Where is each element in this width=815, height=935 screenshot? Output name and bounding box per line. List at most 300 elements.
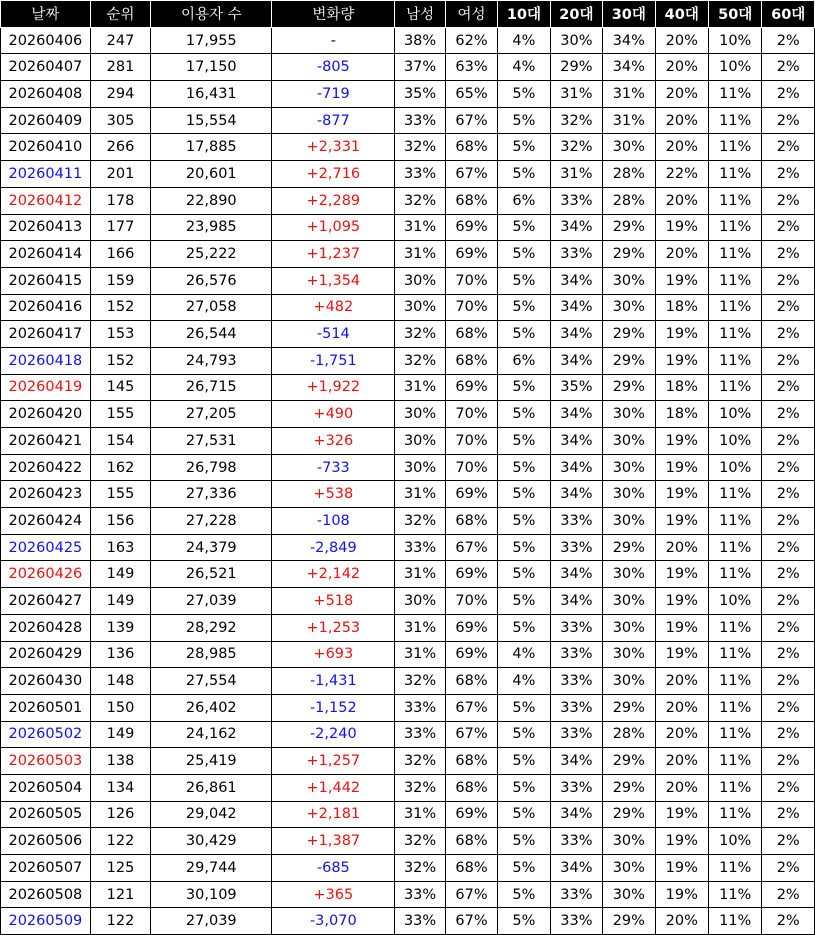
users-cell: 17,955 — [151, 27, 272, 54]
female-pct-cell: 69% — [445, 241, 497, 268]
age60-cell: 2% — [762, 508, 815, 535]
rank-cell: 201 — [90, 161, 151, 188]
users-cell: 25,419 — [151, 748, 272, 775]
female-pct-cell: 69% — [445, 801, 497, 828]
date-cell: 20260417 — [1, 321, 91, 348]
rank-cell: 134 — [90, 774, 151, 801]
age10-cell: 5% — [498, 481, 550, 508]
male-pct-cell: 32% — [395, 321, 445, 348]
rank-cell: 121 — [90, 881, 151, 908]
age40-cell: 18% — [655, 401, 708, 428]
age30-cell: 30% — [603, 668, 655, 695]
users-cell: 24,793 — [151, 347, 272, 374]
age40-cell: 19% — [655, 481, 708, 508]
age20-cell: 33% — [550, 614, 602, 641]
header-age-50: 50대 — [708, 1, 761, 28]
date-cell: 20260412 — [1, 187, 91, 214]
male-pct-cell: 33% — [395, 694, 445, 721]
table-row — [1, 774, 815, 801]
date-cell: 20260407 — [1, 54, 91, 81]
change-cell: -1,431 — [272, 668, 395, 695]
rank-cell: 138 — [90, 748, 151, 775]
age20-cell: 31% — [550, 81, 602, 108]
age40-cell: 19% — [655, 801, 708, 828]
users-cell: 26,544 — [151, 321, 272, 348]
age50-cell: 11% — [708, 668, 761, 695]
change-cell: -877 — [272, 107, 395, 134]
age50-cell: 11% — [708, 694, 761, 721]
age30-cell: 28% — [603, 187, 655, 214]
female-pct-cell: 63% — [445, 54, 497, 81]
rank-cell: 149 — [90, 588, 151, 615]
age10-cell: 5% — [498, 748, 550, 775]
age30-cell: 28% — [603, 161, 655, 188]
table-row — [1, 508, 815, 535]
rank-cell: 122 — [90, 828, 151, 855]
age30-cell: 29% — [603, 694, 655, 721]
date-cell: 20260502 — [1, 721, 91, 748]
age30-cell: 30% — [603, 401, 655, 428]
male-pct-cell: 32% — [395, 508, 445, 535]
age20-cell: 35% — [550, 374, 602, 401]
female-pct-cell: 65% — [445, 81, 497, 108]
change-cell: -2,240 — [272, 721, 395, 748]
age30-cell: 30% — [603, 828, 655, 855]
age50-cell: 11% — [708, 774, 761, 801]
age30-cell: 29% — [603, 908, 655, 935]
age10-cell: 5% — [498, 534, 550, 561]
age40-cell: 19% — [655, 881, 708, 908]
table-row — [1, 828, 815, 855]
male-pct-cell: 32% — [395, 828, 445, 855]
rank-cell: 149 — [90, 721, 151, 748]
change-cell: -733 — [272, 454, 395, 481]
age20-cell: 33% — [550, 828, 602, 855]
age10-cell: 5% — [498, 588, 550, 615]
age50-cell: 11% — [708, 214, 761, 241]
rank-cell: 126 — [90, 801, 151, 828]
male-pct-cell: 31% — [395, 481, 445, 508]
female-pct-cell: 67% — [445, 881, 497, 908]
age10-cell: 5% — [498, 881, 550, 908]
age30-cell: 30% — [603, 294, 655, 321]
age60-cell: 2% — [762, 855, 815, 882]
age60-cell: 2% — [762, 481, 815, 508]
age10-cell: 4% — [498, 641, 550, 668]
date-cell: 20260506 — [1, 828, 91, 855]
table-row — [1, 534, 815, 561]
female-pct-cell: 69% — [445, 614, 497, 641]
date-cell: 20260420 — [1, 401, 91, 428]
header-male: 남성 — [395, 1, 445, 28]
users-cell: 26,402 — [151, 694, 272, 721]
age10-cell: 5% — [498, 401, 550, 428]
age10-cell: 5% — [498, 294, 550, 321]
change-cell: +1,253 — [272, 614, 395, 641]
age50-cell: 11% — [708, 267, 761, 294]
age30-cell: 30% — [603, 481, 655, 508]
table-row — [1, 721, 815, 748]
male-pct-cell: 31% — [395, 641, 445, 668]
rank-cell: 178 — [90, 187, 151, 214]
table-row — [1, 668, 815, 695]
users-cell: 22,890 — [151, 187, 272, 214]
table-row — [1, 641, 815, 668]
age60-cell: 2% — [762, 81, 815, 108]
date-cell: 20260415 — [1, 267, 91, 294]
age40-cell: 19% — [655, 428, 708, 455]
change-cell: -719 — [272, 81, 395, 108]
change-cell: +2,331 — [272, 134, 395, 161]
date-cell: 20260503 — [1, 748, 91, 775]
age30-cell: 30% — [603, 881, 655, 908]
age60-cell: 2% — [762, 27, 815, 54]
age40-cell: 19% — [655, 588, 708, 615]
age10-cell: 5% — [498, 214, 550, 241]
age60-cell: 2% — [762, 881, 815, 908]
users-cell: 26,861 — [151, 774, 272, 801]
users-cell: 26,521 — [151, 561, 272, 588]
age50-cell: 11% — [708, 107, 761, 134]
age30-cell: 30% — [603, 454, 655, 481]
users-cell: 30,429 — [151, 828, 272, 855]
age60-cell: 2% — [762, 721, 815, 748]
male-pct-cell: 30% — [395, 588, 445, 615]
rank-cell: 294 — [90, 81, 151, 108]
users-cell: 26,798 — [151, 454, 272, 481]
rank-cell: 305 — [90, 107, 151, 134]
age40-cell: 20% — [655, 54, 708, 81]
age40-cell: 19% — [655, 454, 708, 481]
rank-cell: 152 — [90, 347, 151, 374]
female-pct-cell: 67% — [445, 908, 497, 935]
age30-cell: 29% — [603, 347, 655, 374]
change-cell: -1,751 — [272, 347, 395, 374]
table-row — [1, 855, 815, 882]
age40-cell: 19% — [655, 641, 708, 668]
age10-cell: 5% — [498, 828, 550, 855]
users-cell: 27,039 — [151, 588, 272, 615]
users-cell: 27,039 — [151, 908, 272, 935]
age40-cell: 22% — [655, 161, 708, 188]
date-cell: 20260507 — [1, 855, 91, 882]
date-cell: 20260418 — [1, 347, 91, 374]
users-cell: 27,205 — [151, 401, 272, 428]
date-cell: 20260423 — [1, 481, 91, 508]
male-pct-cell: 31% — [395, 801, 445, 828]
female-pct-cell: 62% — [445, 27, 497, 54]
table-row — [1, 881, 815, 908]
age60-cell: 2% — [762, 161, 815, 188]
table-row — [1, 241, 815, 268]
age50-cell: 11% — [708, 614, 761, 641]
age20-cell: 34% — [550, 267, 602, 294]
rank-cell: 149 — [90, 561, 151, 588]
change-cell: +482 — [272, 294, 395, 321]
users-cell: 23,985 — [151, 214, 272, 241]
change-cell: -108 — [272, 508, 395, 535]
female-pct-cell: 68% — [445, 508, 497, 535]
age10-cell: 5% — [498, 81, 550, 108]
date-cell: 20260411 — [1, 161, 91, 188]
rank-cell: 154 — [90, 428, 151, 455]
age20-cell: 34% — [550, 321, 602, 348]
users-cell: 16,431 — [151, 81, 272, 108]
users-cell: 15,554 — [151, 107, 272, 134]
female-pct-cell: 67% — [445, 721, 497, 748]
table-row — [1, 374, 815, 401]
users-cell: 27,228 — [151, 508, 272, 535]
female-pct-cell: 67% — [445, 161, 497, 188]
age60-cell: 2% — [762, 214, 815, 241]
rank-cell: 152 — [90, 294, 151, 321]
male-pct-cell: 33% — [395, 161, 445, 188]
age10-cell: 5% — [498, 508, 550, 535]
table-row — [1, 214, 815, 241]
header-users: 이용자 수 — [151, 1, 272, 28]
date-cell: 20260508 — [1, 881, 91, 908]
age20-cell: 33% — [550, 641, 602, 668]
header-age-40: 40대 — [655, 1, 708, 28]
male-pct-cell: 31% — [395, 241, 445, 268]
male-pct-cell: 33% — [395, 107, 445, 134]
age50-cell: 11% — [708, 187, 761, 214]
age10-cell: 5% — [498, 107, 550, 134]
date-cell: 20260409 — [1, 107, 91, 134]
table-body — [1, 27, 815, 934]
table-row — [1, 81, 815, 108]
age20-cell: 34% — [550, 588, 602, 615]
age60-cell: 2% — [762, 428, 815, 455]
female-pct-cell: 68% — [445, 668, 497, 695]
age50-cell: 11% — [708, 374, 761, 401]
age60-cell: 2% — [762, 908, 815, 935]
table-row — [1, 428, 815, 455]
age50-cell: 11% — [708, 801, 761, 828]
change-cell: +326 — [272, 428, 395, 455]
age50-cell: 11% — [708, 641, 761, 668]
age60-cell: 2% — [762, 561, 815, 588]
age40-cell: 20% — [655, 534, 708, 561]
table-row — [1, 454, 815, 481]
age40-cell: 19% — [655, 614, 708, 641]
date-cell: 20260406 — [1, 27, 91, 54]
male-pct-cell: 30% — [395, 267, 445, 294]
age50-cell: 11% — [708, 721, 761, 748]
header-rank: 순위 — [90, 1, 151, 28]
change-cell: -805 — [272, 54, 395, 81]
change-cell: +1,442 — [272, 774, 395, 801]
header-row — [1, 1, 815, 28]
male-pct-cell: 33% — [395, 721, 445, 748]
female-pct-cell: 70% — [445, 401, 497, 428]
male-pct-cell: 30% — [395, 428, 445, 455]
age60-cell: 2% — [762, 187, 815, 214]
age50-cell: 11% — [708, 294, 761, 321]
table-row — [1, 54, 815, 81]
age50-cell: 11% — [708, 321, 761, 348]
male-pct-cell: 32% — [395, 347, 445, 374]
male-pct-cell: 32% — [395, 187, 445, 214]
users-cell: 29,042 — [151, 801, 272, 828]
male-pct-cell: 33% — [395, 908, 445, 935]
age60-cell: 2% — [762, 828, 815, 855]
rank-cell: 159 — [90, 267, 151, 294]
age10-cell: 5% — [498, 267, 550, 294]
age50-cell: 10% — [708, 428, 761, 455]
age10-cell: 5% — [498, 908, 550, 935]
age30-cell: 29% — [603, 748, 655, 775]
male-pct-cell: 31% — [395, 214, 445, 241]
age30-cell: 30% — [603, 641, 655, 668]
age20-cell: 34% — [550, 214, 602, 241]
rank-cell: 145 — [90, 374, 151, 401]
date-cell: 20260408 — [1, 81, 91, 108]
age40-cell: 18% — [655, 374, 708, 401]
female-pct-cell: 69% — [445, 641, 497, 668]
table-row — [1, 27, 815, 54]
change-cell: +1,095 — [272, 214, 395, 241]
age20-cell: 34% — [550, 347, 602, 374]
date-cell: 20260419 — [1, 374, 91, 401]
table-row — [1, 801, 815, 828]
rank-cell: 153 — [90, 321, 151, 348]
female-pct-cell: 67% — [445, 107, 497, 134]
users-cell: 17,150 — [151, 54, 272, 81]
rank-cell: 166 — [90, 241, 151, 268]
age10-cell: 6% — [498, 347, 550, 374]
age40-cell: 18% — [655, 294, 708, 321]
age30-cell: 30% — [603, 267, 655, 294]
age50-cell: 11% — [708, 481, 761, 508]
table-row — [1, 161, 815, 188]
age30-cell: 29% — [603, 214, 655, 241]
male-pct-cell: 30% — [395, 454, 445, 481]
date-cell: 20260429 — [1, 641, 91, 668]
change-cell: -514 — [272, 321, 395, 348]
age30-cell: 30% — [603, 561, 655, 588]
age30-cell: 30% — [603, 588, 655, 615]
age50-cell: 11% — [708, 881, 761, 908]
age20-cell: 34% — [550, 561, 602, 588]
age60-cell: 2% — [762, 347, 815, 374]
age10-cell: 4% — [498, 668, 550, 695]
age30-cell: 30% — [603, 134, 655, 161]
age20-cell: 31% — [550, 161, 602, 188]
male-pct-cell: 31% — [395, 561, 445, 588]
change-cell: +2,289 — [272, 187, 395, 214]
male-pct-cell: 33% — [395, 534, 445, 561]
male-pct-cell: 38% — [395, 27, 445, 54]
male-pct-cell: 31% — [395, 614, 445, 641]
header-date: 날짜 — [1, 1, 91, 28]
age30-cell: 30% — [603, 428, 655, 455]
date-cell: 20260413 — [1, 214, 91, 241]
age30-cell: 30% — [603, 855, 655, 882]
female-pct-cell: 69% — [445, 481, 497, 508]
age50-cell: 11% — [708, 748, 761, 775]
age50-cell: 10% — [708, 454, 761, 481]
age50-cell: 11% — [708, 855, 761, 882]
change-cell: +1,922 — [272, 374, 395, 401]
rank-cell: 155 — [90, 481, 151, 508]
age50-cell: 10% — [708, 54, 761, 81]
table-row — [1, 694, 815, 721]
age40-cell: 19% — [655, 508, 708, 535]
female-pct-cell: 68% — [445, 347, 497, 374]
male-pct-cell: 32% — [395, 668, 445, 695]
age20-cell: 29% — [550, 54, 602, 81]
change-cell: +2,181 — [272, 801, 395, 828]
date-cell: 20260425 — [1, 534, 91, 561]
age20-cell: 32% — [550, 134, 602, 161]
users-cell: 20,601 — [151, 161, 272, 188]
female-pct-cell: 68% — [445, 187, 497, 214]
age50-cell: 10% — [708, 401, 761, 428]
age50-cell: 11% — [708, 908, 761, 935]
users-cell: 27,336 — [151, 481, 272, 508]
date-cell: 20260414 — [1, 241, 91, 268]
users-cell: 27,554 — [151, 668, 272, 695]
age10-cell: 5% — [498, 428, 550, 455]
age60-cell: 2% — [762, 694, 815, 721]
age40-cell: 19% — [655, 214, 708, 241]
change-cell: +490 — [272, 401, 395, 428]
age30-cell: 30% — [603, 614, 655, 641]
table-row — [1, 481, 815, 508]
age20-cell: 33% — [550, 668, 602, 695]
age30-cell: 31% — [603, 81, 655, 108]
age40-cell: 20% — [655, 694, 708, 721]
header-age-10: 10대 — [498, 1, 550, 28]
change-cell: +1,387 — [272, 828, 395, 855]
age20-cell: 34% — [550, 855, 602, 882]
users-cell: 26,576 — [151, 267, 272, 294]
age60-cell: 2% — [762, 374, 815, 401]
date-cell: 20260428 — [1, 614, 91, 641]
change-cell: +1,354 — [272, 267, 395, 294]
rank-cell: 266 — [90, 134, 151, 161]
date-cell: 20260424 — [1, 508, 91, 535]
male-pct-cell: 32% — [395, 855, 445, 882]
age60-cell: 2% — [762, 294, 815, 321]
age40-cell: 20% — [655, 774, 708, 801]
table-row — [1, 294, 815, 321]
rank-cell: 281 — [90, 54, 151, 81]
age20-cell: 34% — [550, 428, 602, 455]
age60-cell: 2% — [762, 401, 815, 428]
age60-cell: 2% — [762, 321, 815, 348]
change-cell: +1,257 — [272, 748, 395, 775]
age10-cell: 5% — [498, 161, 550, 188]
header-age-20: 20대 — [550, 1, 602, 28]
age30-cell: 29% — [603, 321, 655, 348]
age40-cell: 20% — [655, 908, 708, 935]
rank-cell: 148 — [90, 668, 151, 695]
date-cell: 20260501 — [1, 694, 91, 721]
age30-cell: 34% — [603, 54, 655, 81]
female-pct-cell: 68% — [445, 774, 497, 801]
age60-cell: 2% — [762, 267, 815, 294]
age40-cell: 19% — [655, 855, 708, 882]
age20-cell: 33% — [550, 508, 602, 535]
age10-cell: 5% — [498, 801, 550, 828]
age50-cell: 10% — [708, 27, 761, 54]
age20-cell: 33% — [550, 721, 602, 748]
age50-cell: 11% — [708, 534, 761, 561]
male-pct-cell: 30% — [395, 294, 445, 321]
age10-cell: 5% — [498, 561, 550, 588]
